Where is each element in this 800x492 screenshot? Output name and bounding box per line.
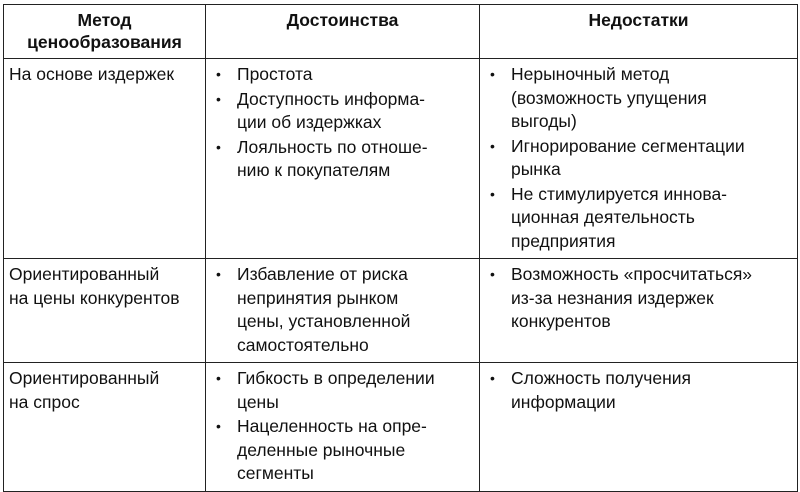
item-text: Игнорирование сегментации рынка [511, 135, 745, 179]
list-item [485, 63, 793, 134]
bullet-icon: • [490, 185, 495, 202]
bullet-icon: • [490, 66, 495, 82]
list-item [485, 367, 793, 414]
bullet-icon: • [216, 418, 221, 434]
method-cell: Ориентированный на цены конкурентов [4, 259, 206, 363]
item-text: Нацеленность на опре- деленные рыночные сегменты [237, 416, 427, 483]
disadvantages-cell [480, 259, 798, 363]
list-item [485, 183, 793, 254]
item-text: Доступность информа- ции об издержках [237, 88, 426, 132]
disadvantages-list [485, 263, 793, 334]
bullet-icon: • [216, 266, 221, 282]
advantages-list [211, 263, 475, 357]
advantages-list [211, 63, 475, 183]
advantages-list [211, 367, 475, 486]
item-text: Избавление от риска непринятия рынком цены, установленной самостоятельно [237, 264, 411, 355]
disadvantages-list [485, 367, 793, 414]
item-text: Сложность получения информации [511, 368, 691, 412]
list-item [211, 367, 475, 414]
list-item [211, 63, 475, 87]
disadvantages-cell [480, 59, 798, 259]
pricing-methods-table [3, 4, 798, 492]
advantages-cell [206, 259, 480, 363]
bullet-icon: • [216, 370, 221, 386]
bullet-icon: • [216, 66, 221, 82]
item-text: Возможность «просчитаться» из-за незнания издержек конкурентов [511, 264, 753, 331]
list-item [485, 263, 793, 334]
item-text: Лояльность по отноше- нию к покупателям [237, 136, 428, 180]
header-advantages: Достоинства [206, 5, 480, 59]
disadvantages-list [485, 63, 793, 253]
header-row [4, 5, 798, 59]
table-row [4, 363, 798, 492]
list-item [211, 136, 475, 183]
method-cell: На основе издержек [4, 59, 206, 259]
advantages-cell [206, 363, 480, 492]
disadvantages-cell [480, 363, 798, 492]
advantages-cell [206, 59, 480, 259]
table-row [4, 259, 798, 363]
bullet-icon: • [216, 90, 221, 107]
header-disadvantages: Недостатки [480, 5, 798, 59]
item-text: Не стимулируется иннова- ционная деятельность предприятия [511, 183, 727, 251]
bullet-icon: • [490, 266, 495, 282]
method-cell: Ориентированный на спрос [4, 363, 206, 492]
bullet-icon: • [216, 138, 221, 155]
table-row [4, 59, 798, 259]
list-item [211, 88, 475, 135]
list-item [211, 263, 475, 357]
bullet-icon: • [490, 137, 495, 154]
list-item [485, 135, 793, 182]
list-item [211, 415, 475, 486]
item-text: Простота [237, 64, 313, 84]
header-method: Метод ценообразования [4, 5, 206, 59]
bullet-icon: • [490, 370, 495, 386]
item-text: Нерыночный метод (возможность упущения выгоды) [511, 64, 707, 131]
item-text: Гибкость в определении цены [237, 368, 435, 412]
